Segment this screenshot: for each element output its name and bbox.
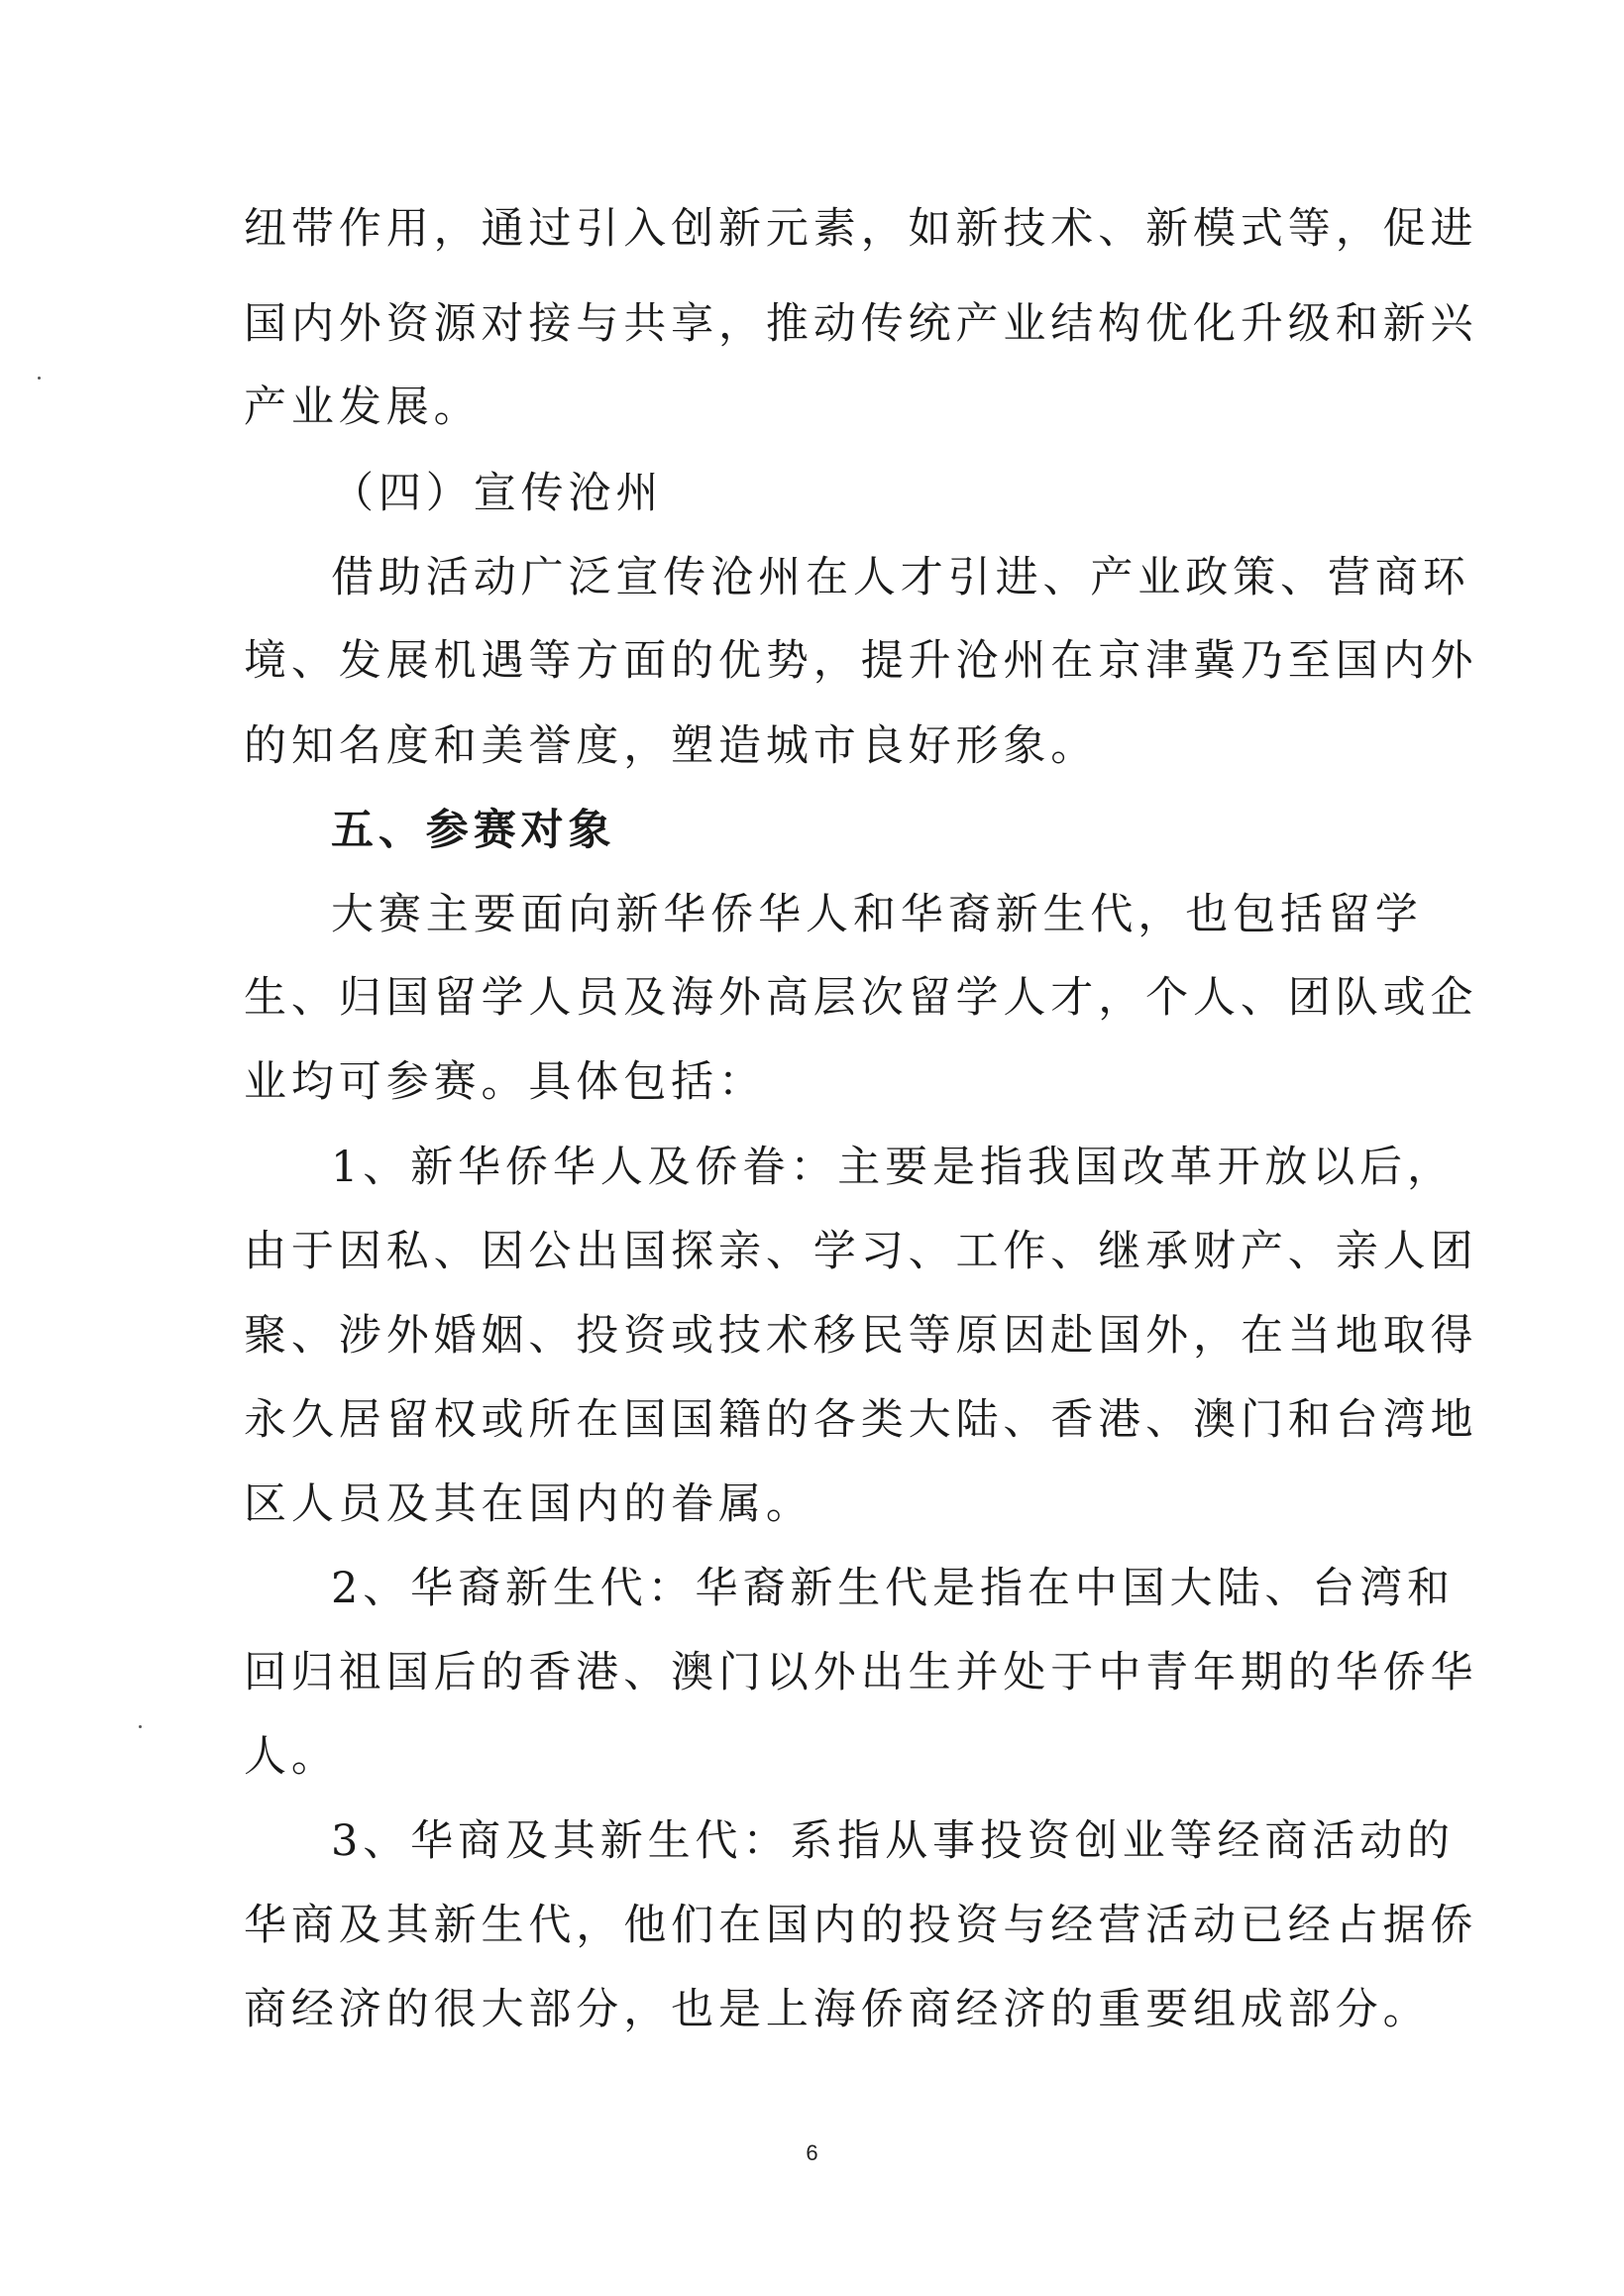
body-text-line: 纽带作用，通过引入创新元素，如新技术、新模式等，促进	[244, 204, 1478, 254]
body-text-line: 回归祖国后的香港、澳门以外出生并处于中青年期的华侨华	[244, 1648, 1478, 1697]
section-heading: 五、参赛对象	[331, 806, 616, 855]
section-heading: （四）宣传沧州	[331, 469, 664, 518]
body-text-line: 区人员及其在国内的眷属。	[244, 1479, 813, 1529]
body-text-line: 的知名度和美誉度，塑造城市良好形象。	[244, 721, 1099, 771]
body-text-line: 商经济的很大部分，也是上海侨商经济的重要组成部分。	[244, 1985, 1431, 2034]
body-text-line: 生、归国留学人员及海外高层次留学人才，个人、团队或企	[244, 973, 1478, 1023]
paragraph-first-line: 借助活动广泛宣传沧州在人才引进、产业政策、营商环	[331, 553, 1470, 602]
page-number: 6	[806, 2140, 818, 2165]
scan-speck	[38, 377, 41, 380]
list-item-first-line: 3、华商及其新生代：系指从事投资创业等经商活动的	[331, 1816, 1455, 1866]
body-text-line: 永久居留权或所在国国籍的各类大陆、香港、澳门和台湾地	[244, 1395, 1478, 1445]
paragraph-first-line: 大赛主要面向新华侨华人和华裔新生代，也包括留学	[331, 890, 1423, 939]
body-text-line: 华商及其新生代，他们在国内的投资与经营活动已经占据侨	[244, 1901, 1478, 1950]
body-text-line: 业均可参赛。具体包括：	[244, 1057, 766, 1107]
list-item-first-line: 1、新华侨华人及侨眷：主要是指我国改革开放以后，	[331, 1143, 1455, 1192]
scan-speck	[139, 1725, 142, 1728]
body-text-line: 产业发展。	[244, 383, 482, 432]
body-text-line: 由于因私、因公出国探亲、学习、工作、继承财产、亲人团	[244, 1227, 1478, 1276]
body-text-line: 国内外资源对接与共享，推动传统产业结构优化升级和新兴	[244, 299, 1478, 349]
body-text-line: 聚、涉外婚姻、投资或技术移民等原因赴国外，在当地取得	[244, 1311, 1478, 1361]
list-item-first-line: 2、华裔新生代：华裔新生代是指在中国大陆、台湾和	[331, 1564, 1455, 1613]
body-text-line: 人。	[244, 1732, 339, 1782]
body-text-line: 境、发展机遇等方面的优势，提升沧州在京津冀乃至国内外	[244, 636, 1478, 686]
